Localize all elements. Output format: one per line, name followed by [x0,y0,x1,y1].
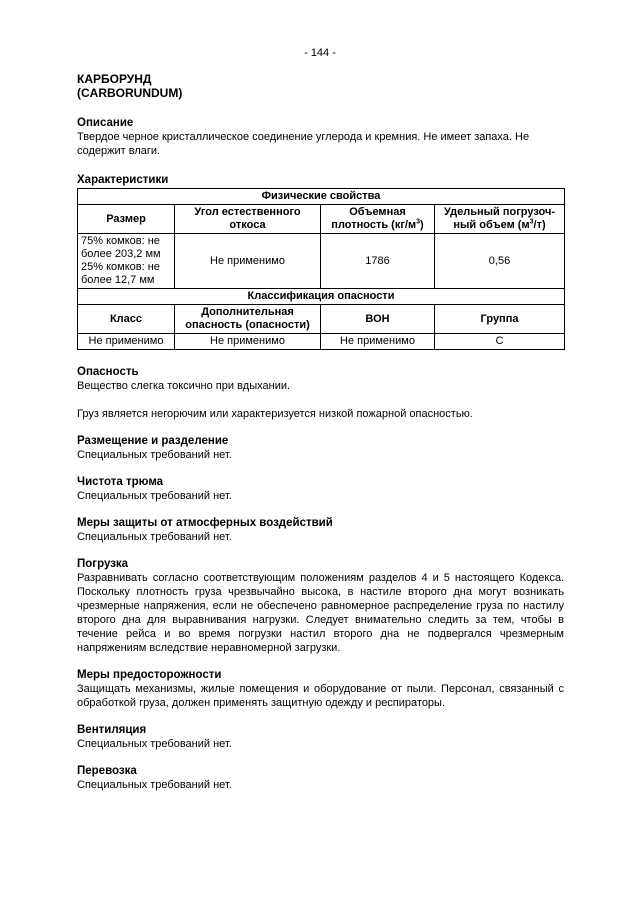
hold-cleanliness-heading: Чистота трюма [77,476,164,488]
loading-text: Разравнивать согласно соответствующим положениям разделов 4 и 5 настоящего Кодекса. Поскольку плотность груза чрезвычайно высока, в настиле второго дна могут возникать чрезмерные напряжения, если не обеспечено равномерное распределение груза по настилу второго дна для выравнивания нагрузки. Следует внимательно следить за тем, чтобы в течение рейса и во время погрузки настил второго дна не подвергался чрезмерным напряжениям вследствие неравномерной загрузки. [77,572,564,654]
table-row [78,205,565,234]
page-content [77,72,564,792]
loading-heading: Погрузка [77,558,129,570]
hazard-text-1: Вещество слегка токсично при вдыхании. [77,380,291,392]
characteristics-table [77,188,565,350]
weather-precautions-heading: Меры защиты от атмосферных воздействий [77,517,333,529]
mhb-value: Не применимо [321,334,435,350]
angle-value: Не применимо [175,234,321,289]
carriage-heading: Перевозка [77,765,137,777]
ventilation-text: Специальных требований нет. [77,738,232,750]
title-english: (CARBORUNDUM) [77,86,183,100]
precautions-heading: Меры предосторожности [77,669,222,681]
table-row [78,289,565,305]
size-value: 75% комков: не более 203,2 мм 25% комков: не более 12,7 мм [78,234,175,289]
mhb-column-header: ВОН [321,305,435,334]
stowage-text: Специальных требований нет. [77,449,232,461]
hazard-text-2: Груз является негорючим или характеризуется низкой пожарной опасностью. [77,408,473,420]
subsidiary-column-header: Дополнительная опасность (опасности) [175,305,321,334]
physical-properties-header: Физические свойства [78,189,565,205]
subsidiary-value: Не применимо [175,334,321,350]
group-column-header: Группа [435,305,565,334]
size-column-header: Размер [78,205,175,234]
ventilation-heading: Вентиляция [77,724,147,736]
class-value: Не применимо [78,334,175,350]
table-row [78,234,565,289]
description-heading: Описание [77,117,134,129]
page-number: - 144 - [304,47,336,59]
table-row [78,189,565,205]
stowage-heading: Размещение и разделение [77,435,229,447]
characteristics-heading: Характеристики [77,174,169,186]
table-row [78,305,565,334]
group-value: С [435,334,565,350]
hazard-classification-header: Классификация опасности [78,289,565,305]
stowage-factor-value: 0,56 [435,234,565,289]
class-column-header: Класс [78,305,175,334]
angle-column-header: Угол естественного откоса [175,205,321,234]
density-column-header: Объемная плотность $(кг/м^3)$ [321,205,435,234]
weather-precautions-text: Специальных требований нет. [77,531,232,543]
table-row [78,334,565,350]
precautions-text: Защищать механизмы, жилые помещения и оборудование от пыли. Персонал, связанный с обработкой груза, должен применять защитную одежду и респираторы. [77,683,564,709]
stowage-factor-column-header: Удельный погрузоч-ный объем $(м^3/т)$ [435,205,565,234]
density-value: 1786 [321,234,435,289]
title-russian: КАРБОРУНД [77,72,152,86]
description-text: Твердое черное кристаллическое соединение углерода и кремния. Не имеет запаха. Не содержит влаги. [77,131,530,157]
hazard-heading: Опасность [77,366,139,378]
hold-cleanliness-text: Специальных требований нет. [77,490,232,502]
carriage-text: Специальных требований нет. [77,779,232,791]
